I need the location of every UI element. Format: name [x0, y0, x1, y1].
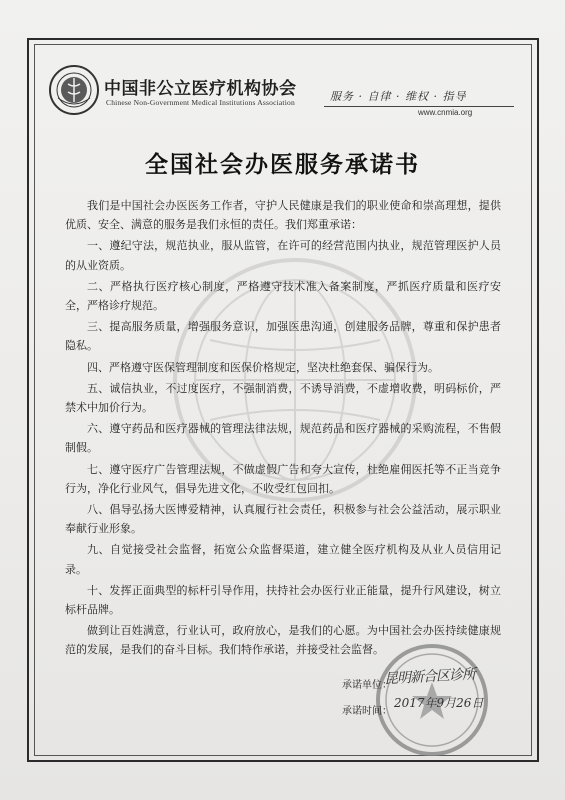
document-title: 全国社会办医服务承诺书 [145, 151, 420, 178]
header-divider [324, 106, 514, 107]
org-name: 中国非公立医疗机构协会 [104, 79, 297, 99]
commitment-item-10: 十、发挥正面典型的标杆引导作用，扶持社会办医行业正能量，提升行风建设，树立标杆品牌。 [65, 583, 501, 617]
closing-paragraph: 做到让百姓满意，行业认可，政府放心，是我们的心愿。为中国社会办医持续健康规范的发展，是我们的奋斗目标。我们特作承诺，并接受社会监督。 [65, 624, 501, 657]
intro-paragraph: 我们是中国社会办医医务工作者，守护人民健康是我们的职业使命和崇高理想，提供优质、安全、满意的服务是我们永恒的责任。我们郑重承诺： [65, 199, 501, 232]
org-name-english: Chinese Non-Government Medical Institutions Association [106, 98, 295, 107]
commitment-item-7: 七、遵守医疗广告管理法规，不做虚假广告和夸大宣传，杜绝雇佣医托等不正当竞争行为，净化行业风气，倡导先进文化，不收受红包回扣。 [65, 462, 501, 495]
commitment-item-8: 八、倡导弘扬大医博爱精神，认真履行社会责任，积极参与社会公益活动，展示职业奉献行业形象。 [65, 503, 501, 536]
commitment-item-6: 六、遵守药品和医疗器械的管理法律法规，规范药品和医疗器械的采购流程，不售假制假。 [65, 422, 501, 455]
org-website: www.cnmia.org [418, 108, 473, 117]
org-slogan: 服务 · 自律 · 维权 · 指导 [330, 90, 467, 103]
time-label: 承诺时间： [342, 706, 392, 717]
commitment-item-3: 三、提高服务质量，增强服务意识，加强医患沟通，创建服务品牌，尊重和保护患者隐私。 [65, 320, 501, 353]
commitment-item-1: 一、遵纪守法，规范执业，服从监管，在许可的经营范围内执业，规范管理医护人员的从业资质。 [65, 239, 501, 272]
commitment-item-9: 九、自觉接受社会监督，拓宽公众监督渠道，建立健全医疗机构及从业人员信用记录。 [65, 543, 501, 576]
commitment-item-2: 二、严格执行医疗核心制度，严格遵守技术准入备案制度，严抓医疗质量和医疗安全，严格诊疗规范。 [65, 279, 501, 313]
letterhead [48, 64, 518, 120]
handwritten-date: 2017年9月26日 [394, 696, 484, 710]
handwritten-unit-signature: 昆明新合区诊所 [383, 666, 476, 688]
commitment-item-5: 五、诚信执业，不过度医疗，不强制消费，不诱导消费，不虚增收费，明码标价，严禁术中加价行为。 [65, 381, 501, 415]
association-logo-icon [48, 64, 100, 116]
commitment-item-4: 四、严格遵守医保管理制度和医保价格规定，坚决杜绝套保、骗保行为。 [87, 360, 439, 374]
commitment-body [65, 196, 501, 662]
unit-label: 承诺单位： [342, 680, 392, 691]
